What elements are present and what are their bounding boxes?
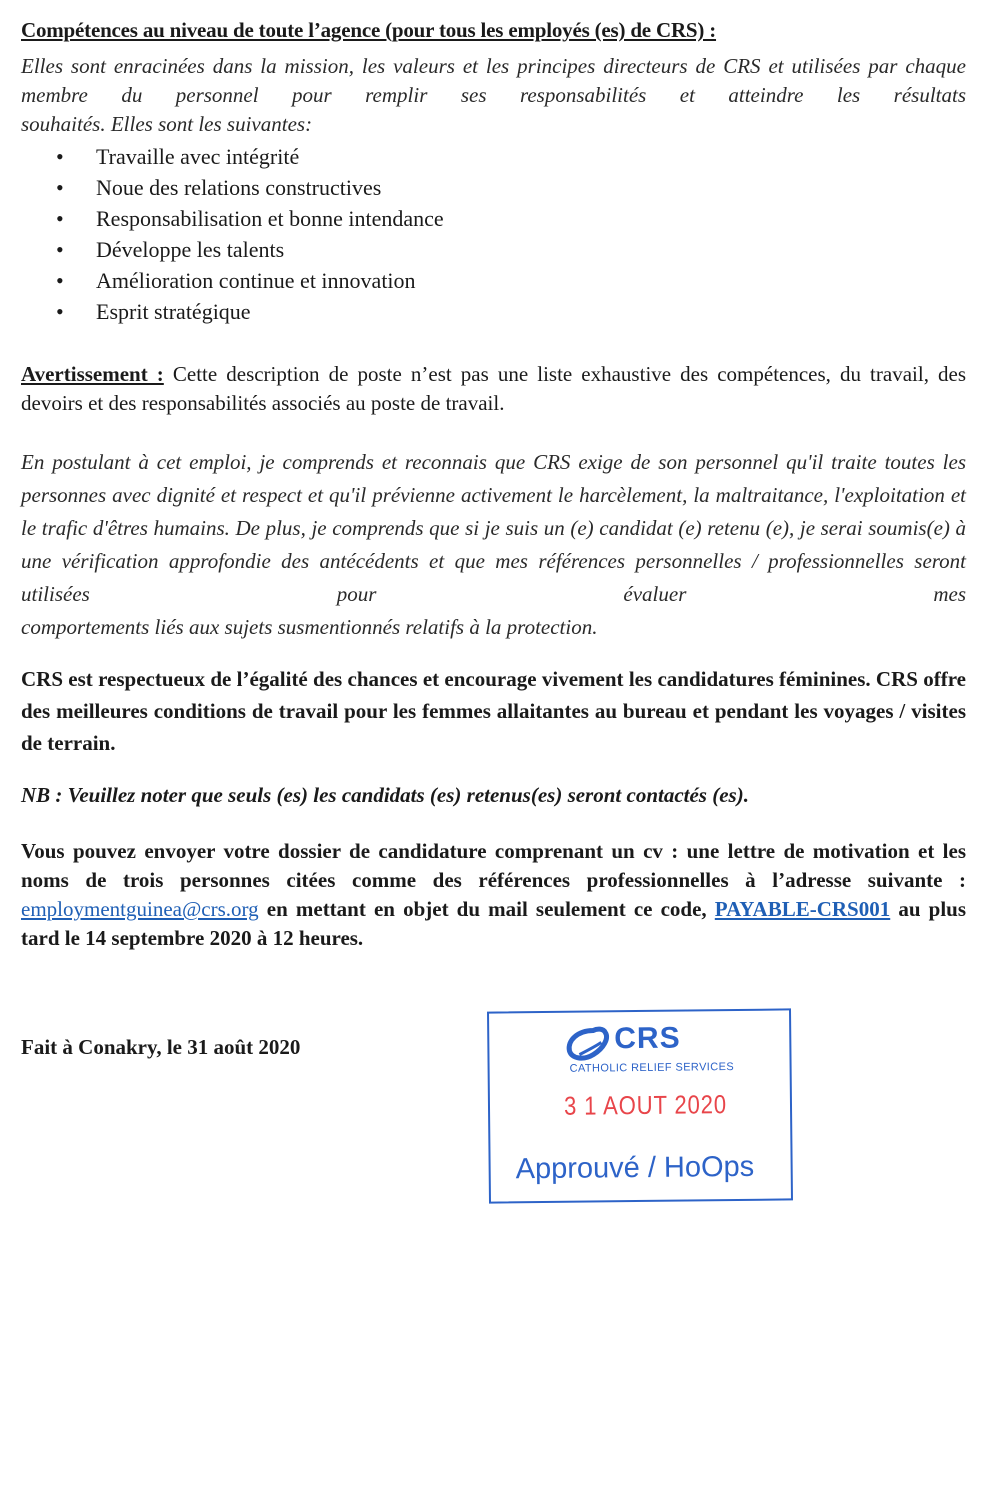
place-date: Fait à Conakry, le 31 août 2020	[21, 1035, 301, 1059]
list-item: • Travaille avec intégrité	[56, 141, 444, 172]
pledge-last-line: comportements liés aux sujets susmentionnés relatifs à la protection.	[21, 615, 598, 639]
warning-label: Avertissement :	[21, 362, 164, 386]
list-item: • Noue des relations constructives	[56, 172, 444, 203]
application-paragraph	[21, 837, 966, 953]
crs-logo-text: CRS	[614, 1021, 681, 1056]
application-text-3: au plus tard le 14 septembre 2020 à 12 heures.	[21, 897, 967, 950]
stamp-org-name: CATHOLIC RELIEF SERVICES	[569, 1061, 735, 1075]
intro-paragraph	[21, 52, 966, 139]
stamp-date: 3 1 AOUT 2020	[563, 1089, 728, 1121]
warning-text: Cette description de poste n’est pas une liste exhaustive des compétences, du travail, des devoirs et des responsabilités associés au poste de travail.	[21, 362, 966, 415]
reference-code-link[interactable]: PAYABLE-CRS001	[714, 897, 891, 921]
warning-paragraph	[21, 360, 966, 418]
list-item: • Responsabilisation et bonne intendance	[56, 203, 444, 234]
list-item: • Développe les talents	[56, 234, 444, 265]
pledge-paragraph: En postulant à cet emploi, je comprends et reconnais que CRS exige de son personnel qu'il traite toutes les personnes avec dignité et respect et qu'il prévienne activement le harcèlement, la maltraitance, l'exploitation et le trafic d'êtres humains. De plus, je comprends que si je suis un (e) candidat (e) retenu (e), je serai soumis(e) à une vérification approfondie des antécédents et que mes références personnelles / professionnelles seront utilisées pour évaluer mes	[21, 450, 966, 606]
email-link[interactable]: employmentguinea@crs.org	[21, 897, 259, 921]
stamp-approval: Approuvé / HoOps	[515, 1150, 755, 1186]
list-item: • Amélioration continue et innovation	[56, 265, 444, 296]
intro-text: Elles sont enracinées dans la mission, les valeurs et les principes directeurs de CRS et utilisées par chaque membre du personnel pour remplir ses responsabilités et atteindre les résultats	[21, 54, 966, 107]
equal-opportunity-paragraph: CRS est respectueux de l’égalité des chances et encourage vivement les candidatures féminines. CRS offre des meilleures conditions de travail pour les femmes allaitantes au bureau et pendant les voyages / visites de terrain.	[21, 667, 966, 755]
application-text-1: Vous pouvez envoyer votre dossier de candidature comprenant un cv : une lettre de motivation et les noms de trois personnes citées comme des références professionnelles à l’adresse suivante :	[21, 839, 966, 892]
nb-note: NB : Veuillez noter que seuls (es) les candidats (es) retenus(es) seront contactés (es).	[21, 783, 749, 807]
intro-last-line: souhaités. Elles sont les suivantes:	[21, 112, 313, 136]
approval-stamp	[487, 1008, 793, 1203]
application-text-2: en mettant en objet du mail seulement ce code,	[258, 897, 715, 921]
section-heading: Compétences au niveau de toute l’agence (pour tous les employés (es) de CRS) :	[21, 18, 717, 42]
competency-list	[56, 141, 444, 327]
list-item: • Esprit stratégique	[56, 296, 444, 327]
